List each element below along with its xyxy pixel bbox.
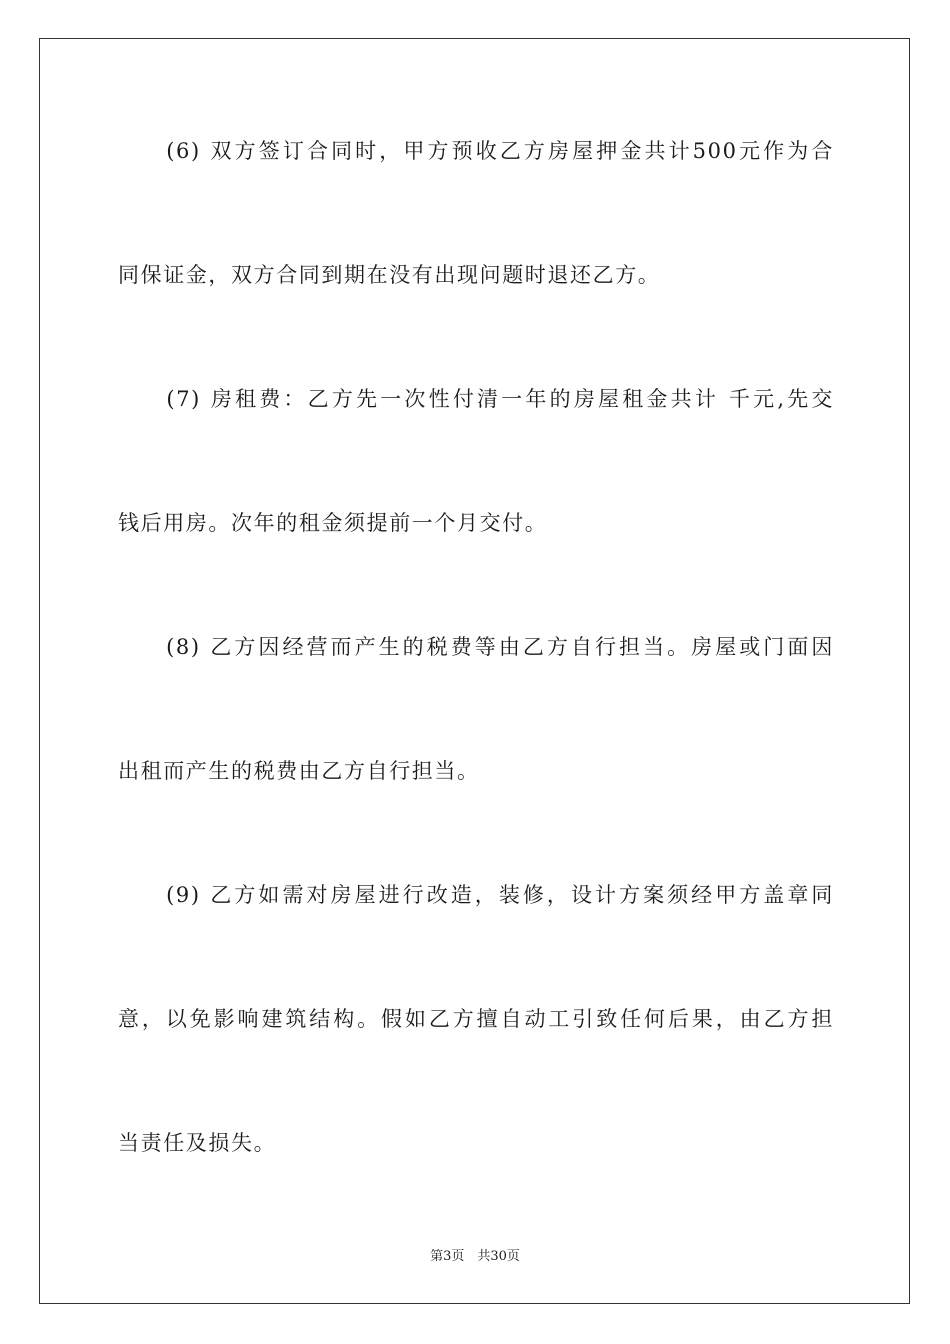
clause-7-line-2: 钱后用房。次年的租金须提前一个月交付。 <box>118 511 548 535</box>
clause-8-line-1: (8) 乙方因经营而产生的税费等由乙方自行担当。房屋或门面因 <box>118 635 834 659</box>
clause-8-line-2: 出租而产生的税费由乙方自行担当。 <box>118 759 480 783</box>
clause-7-line-1: (7) 房租费：乙方先一次性付清一年的房屋租金共计 千元,先交 <box>118 387 834 411</box>
clause-9-line-2: 意，以免影响建筑结构。假如乙方擅自动工引致任何后果，由乙方担 <box>118 1007 834 1031</box>
page-frame <box>39 38 910 1304</box>
clause-9-line-1: (9) 乙方如需对房屋进行改造，装修，设计方案须经甲方盖章同 <box>118 883 834 907</box>
clause-6-line-2: 同保证金，双方合同到期在没有出现问题时退还乙方。 <box>118 263 661 287</box>
clause-6-line-1: (6) 双方签订合同时，甲方预收乙方房屋押金共计500元作为合 <box>118 139 834 163</box>
page-number-footer: 第3页 共30页 <box>430 1249 520 1264</box>
clause-9-line-3: 当责任及损失。 <box>118 1131 277 1155</box>
